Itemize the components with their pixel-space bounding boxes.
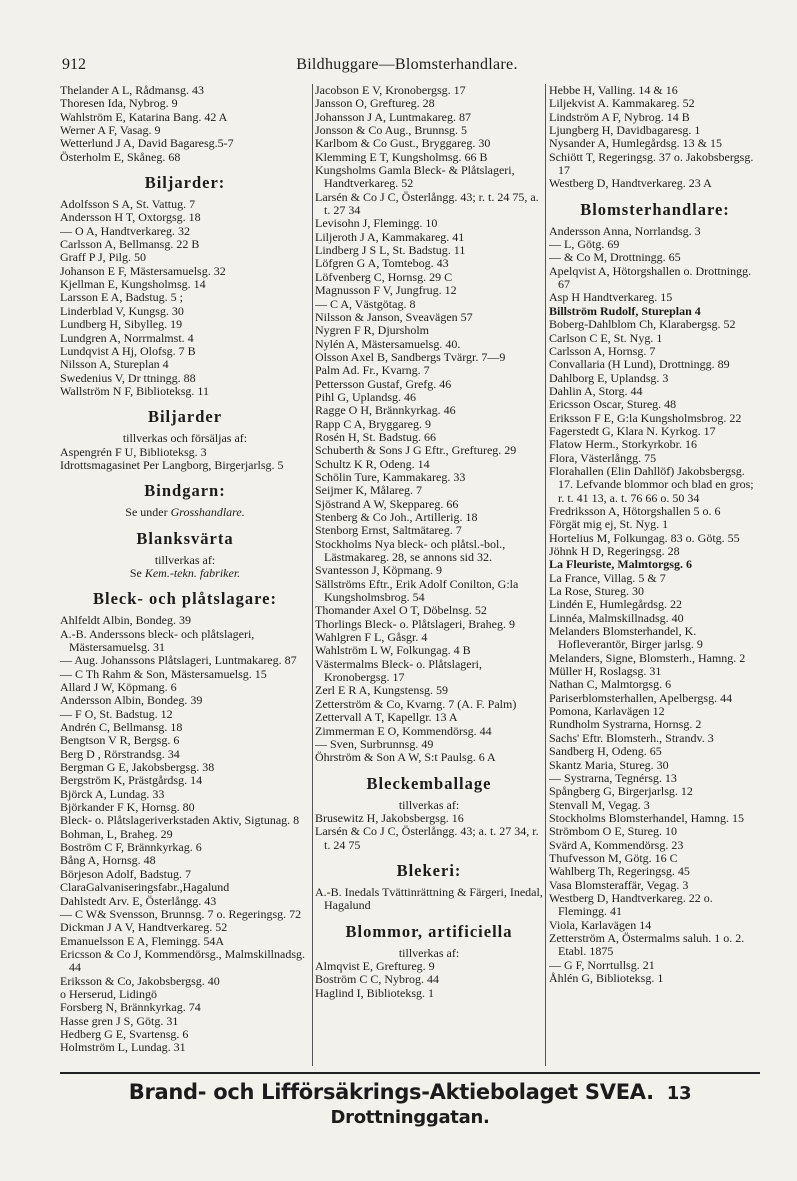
directory-entry: Pettersson Gustaf, Grefg. 46 xyxy=(315,376,452,391)
directory-entry: Eriksson & Co, Jakobsbergsg. 40 xyxy=(60,973,220,988)
column-3 xyxy=(549,84,761,1066)
directory-entry: Åhlén G, Biblioteksg. 1 xyxy=(549,971,664,985)
section-note xyxy=(60,506,310,519)
directory-entry: Dahlborg E, Uplandsg. 3 xyxy=(549,370,669,385)
footer-advert xyxy=(60,1072,760,1128)
directory-entry: Stenborg Ernst, Saltmätareg. 7 xyxy=(315,523,462,538)
directory-entry: Convallaria (H Lund), Drottningg. 89 xyxy=(549,357,730,372)
directory-entry: Västermalms Bleck- o. Plåtslageri, Kronobergsg. 17 xyxy=(315,656,482,685)
directory-entry: — C W& Svensson, Brunnsg. 7 o. Regeringsg. 72 xyxy=(60,906,302,921)
directory-entry: Lindén E, Humlegårdsg. 22 xyxy=(549,597,682,612)
directory-entry: o Herserud, Lidingö xyxy=(60,986,157,1001)
directory-entry: Asp H Handtverkareg. 15 xyxy=(549,290,673,305)
directory-entry: Liljeroth J A, Kammakareg. 41 xyxy=(315,229,465,244)
directory-entry: Bergman G E, Jakobsbergsg. 38 xyxy=(60,760,215,775)
directory-entry: Levisohn J, Flemingg. 10 xyxy=(315,216,438,231)
directory-entry: La Fleuriste, Malmtorgsg. 6 xyxy=(549,557,692,572)
directory-entry: Adolfsson S A, St. Vattug. 7 xyxy=(60,197,196,212)
directory-entry: Haglind I, Biblioteksg. 1 xyxy=(315,985,434,1000)
directory-entry: Stenberg & Co Joh., Artillerig. 18 xyxy=(315,510,478,524)
page-number: 912 xyxy=(62,56,86,73)
directory-entry: Bohman, L, Braheg. 29 xyxy=(60,826,173,841)
directory-entry: Allard J W, Köpmang. 6 xyxy=(60,680,177,694)
directory-entry: Stockholms Blomsterhandel, Hamng. 15 xyxy=(549,810,744,825)
directory-entry: Svantesson J, Köpmang. 9 xyxy=(315,563,442,578)
directory-entry: Klemming E T, Kungsholmsg. 66 B xyxy=(315,149,488,164)
section-note-text: tillverkas af: xyxy=(398,797,460,812)
directory-entry: — & Co M, Drottningg. 65 xyxy=(549,250,681,265)
directory-entry: Nilsson A, Stureplan 4 xyxy=(60,357,169,372)
directory-entry: Apelqvist A, Hötorgshallen o. Drottningg. 67 xyxy=(549,263,752,292)
directory-entry: Berg D , Rörstrandsg. 34 xyxy=(60,746,180,761)
directory-entry: Melanders Blomsterhandel, K. Hofleverantör, Birger jarlsg. 9 xyxy=(549,624,703,652)
directory-entry: Ericsson Oscar, Stureg. 48 xyxy=(549,397,677,412)
section-heading: Blanksvärta xyxy=(136,528,234,548)
directory-entry: A.-B. Inedals Tvättinrättning & Färgeri, Inedal, Hagalund xyxy=(315,884,543,913)
section-heading: Bleck- och plåtslagare: xyxy=(92,589,277,609)
directory-entry: Rundholm Systrarna, Hornsg. 2 xyxy=(549,717,702,732)
directory-entry: Börjeson Adolf, Badstug. 7 xyxy=(60,866,191,881)
directory-entry: Jansson O, Greftureg. 28 xyxy=(315,96,435,111)
directory-entry: Andrén C, Bellmansg. 18 xyxy=(60,720,183,735)
footer-advert-address: 13 Drottninggatan. xyxy=(330,1083,692,1128)
directory-entry: ClaraGalvaniseringsfabr.,Hagalund xyxy=(60,880,230,895)
section-note xyxy=(315,799,543,812)
directory-entry: Pomona, Karlavägen 12 xyxy=(549,704,665,719)
directory-entry: Löfgren G A, Tomtebog. 43 xyxy=(315,256,449,271)
directory-entry: Svärd A, Kommendörsg. 23 xyxy=(549,837,684,852)
directory-entry: Wahlgren F L, Gåsgr. 4 xyxy=(315,630,428,645)
directory-entry: Stockholms Nya bleck- och plåtsl.-bol., Lästmakareg. 28, se annons sid 32. xyxy=(315,536,506,565)
directory-entry: Kungsholms Gamla Bleck- & Plåtslageri, Handtverkareg. 52 xyxy=(315,163,515,191)
directory-entry: Nysander A, Humlegårdsg. 13 & 15 xyxy=(549,136,722,151)
page-header xyxy=(62,56,752,80)
section-note xyxy=(315,947,543,960)
directory-entry: Boberg-Dahlblom Ch, Klarabergsg. 52 xyxy=(549,317,736,332)
directory-entry: Boström C F, Brännkyrkag. 6 xyxy=(60,840,202,855)
directory-entry: Graff P J, Pilg. 50 xyxy=(60,250,147,265)
directory-entry: — Aug. Johanssons Plåtslageri, Luntmakareg. 87 xyxy=(60,653,297,668)
section-note-text: tillverkas af: xyxy=(154,552,216,567)
directory-entry: Bång A, Hornsg. 48 xyxy=(60,853,156,868)
directory-entry: Wahlström L W, Folkungag. 4 B xyxy=(315,643,471,658)
section-heading: Blomsterhandlare: xyxy=(580,199,730,219)
directory-entry: Billström Rudolf, Stureplan 4 xyxy=(549,303,701,318)
section-note-text: tillverkas af: xyxy=(398,945,460,960)
directory-entry: Ragge O H, Brännkyrkag. 46 xyxy=(315,403,456,418)
directory-entry: Carlsson A, Bellmansg. 22 B xyxy=(60,237,200,252)
directory-entry: Flora, Västerlångg. 75 xyxy=(549,450,657,465)
directory-entry: Ljungberg H, Davidbagaresg. 1 xyxy=(549,123,701,138)
directory-entry: Thelander A L, Rådmansg. 43 xyxy=(60,84,204,97)
directory-entry: Schultz K R, Odeng. 14 xyxy=(315,456,430,471)
directory-entry: Ericsson & Co J, Kommendörsg., Malmskillnadsg. 44 xyxy=(60,946,305,975)
directory-entry: Liljekvist A. Kammakareg. 52 xyxy=(549,96,695,111)
directory-entry: Thufvesson M, Götg. 16 C xyxy=(549,850,678,865)
directory-entry: Fagerstedt G, Klara N. Kyrkog. 17 xyxy=(549,423,716,438)
section-note-text: tillverkas och försäljas af: xyxy=(122,431,248,446)
directory-entry: Magnusson F V, Jungfrug. 12 xyxy=(315,283,457,298)
directory-entry: Zerl E R A, Kungstensg. 59 xyxy=(315,683,448,698)
section-note-ref: Kem.-tekn. fabriker. xyxy=(144,565,241,580)
directory-entry: Thoresen Ida, Nybrog. 9 xyxy=(60,96,178,111)
directory-entry: Lundgren A, Norrmalmst. 4 xyxy=(60,330,194,345)
directory-entry: Spångberg G, Birgerjarlsg. 12 xyxy=(549,784,693,799)
section-note xyxy=(60,432,310,445)
section-note-text: Se under xyxy=(125,505,168,520)
section-note-text: Se xyxy=(129,565,142,580)
directory-entry: Hebbe H, Valling. 14 & 16 xyxy=(549,84,678,97)
directory-entry: Melanders, Signe, Blomsterh., Hamng. 2 xyxy=(549,650,746,665)
directory-entry: Ahlfeldt Albin, Bondeg. 39 xyxy=(60,613,191,628)
directory-entry: Pariserblomsterhallen, Apelbergsg. 44 xyxy=(549,690,733,705)
directory-entry: — G F, Norrtullsg. 21 xyxy=(549,957,655,972)
directory-entry: Andersson Albin, Bondeg. 39 xyxy=(60,693,203,708)
directory-entry: Strömbom O E, Stureg. 10 xyxy=(549,824,677,839)
section-note-ref: Grosshandlare. xyxy=(170,505,245,520)
directory-entry: Stenvall M, Vegag. 3 xyxy=(549,797,650,812)
section-heading: Biljarder xyxy=(147,407,223,427)
directory-entry: Flatow Herm., Storkyrkobr. 16 xyxy=(549,437,697,452)
footer-advert-text: Brand- och Lifförsäkrings-Aktiebolaget SVEA. xyxy=(128,1080,654,1104)
directory-entry: Dahlin A, Storg. 44 xyxy=(549,383,643,398)
directory-entry: Bengtson V R, Bergsg. 6 xyxy=(60,733,180,748)
section-heading: Blommor, artificiella xyxy=(345,921,513,941)
column-2 xyxy=(315,84,543,1066)
column-divider xyxy=(312,84,313,1066)
directory-entry: Carlson C E, St. Nyg. 1 xyxy=(549,330,663,345)
directory-entry: Idrottsmagasinet Per Langborg, Birgerjarlsg. 5 xyxy=(60,457,284,472)
directory-entry: Sachs' Eftr. Blomsterh., Strandv. 3 xyxy=(549,730,714,745)
section-heading: Bindgarn: xyxy=(144,481,226,501)
directory-entry: Sällströms Eftr., Erik Adolf Conilton, G:la Kungsholmsbrog. 54 xyxy=(315,576,519,605)
directory-entry: Sjöstrand A W, Skeppareg. 66 xyxy=(315,496,459,511)
directory-entry: Rosén H, St. Badstug. 66 xyxy=(315,429,437,444)
directory-entry: Carlsson A, Hornsg. 7 xyxy=(549,343,656,358)
directory-entry: Zimmerman E O, Kommendörsg. 44 xyxy=(315,723,492,738)
directory-entry: Rapp C A, Bryggareg. 9 xyxy=(315,416,431,431)
directory-entry: Wetterlund J A, David Bagaresg.5-7 xyxy=(60,136,234,151)
directory-entry: — F O, St. Badstug. 12 xyxy=(60,706,173,721)
directory-entry: Andersson H T, Oxtorgsg. 18 xyxy=(60,210,201,225)
directory-entry: Holmström L, Lundag. 31 xyxy=(60,1040,186,1055)
directory-entry: Viola, Karlavägen 14 xyxy=(549,917,652,932)
directory-entry: Zetterström & Co, Kvarng. 7 (A. F. Palm) xyxy=(315,696,517,711)
directory-entry: Boström C C, Nybrog. 44 xyxy=(315,972,440,987)
directory-entry: Aspengrén F U, Biblioteksg. 3 xyxy=(60,444,207,459)
directory-entry: Schuberth & Sons J G Eftr., Greftureg. 29 xyxy=(315,443,517,458)
directory-entry: Pihl G, Uplandsg. 46 xyxy=(315,389,417,404)
directory-entry: — O A, Handtverkareg. 32 xyxy=(60,223,190,238)
directory-entry: La Rose, Stureg. 30 xyxy=(549,584,644,599)
directory-entry: Palm Ad. Fr., Kvarng. 7 xyxy=(315,363,430,378)
directory-entry: Lindström A F, Nybrog. 14 B xyxy=(549,109,690,124)
directory-entry: Karlbom & Co Gust., Bryggareg. 30 xyxy=(315,136,491,151)
directory-entry: La France, Villag. 5 & 7 xyxy=(549,570,666,585)
columns xyxy=(60,84,760,1066)
directory-entry: — Systrarna, Tegnérsg. 13 xyxy=(549,770,677,785)
directory-entry: Österholm E, Skåneg. 68 xyxy=(60,149,181,164)
directory-entry: Vasa Blomsteraffär, Vegag. 3 xyxy=(549,877,689,892)
directory-entry: Björkander F K, Hornsg. 80 xyxy=(60,800,195,815)
directory-entry: Eriksson F E, G:la Kungsholmsbrog. 22 xyxy=(549,410,742,425)
directory-entry: Linderblad V, Kungsg. 30 xyxy=(60,303,184,318)
directory-entry: — L, Götg. 69 xyxy=(549,237,620,252)
directory-entry: Jöhnk H D, Regeringsg. 28 xyxy=(549,544,680,558)
directory-entry: Schiött T, Regeringsg. 37 o. Jakobsbergsg. 17 xyxy=(549,149,754,178)
column-1 xyxy=(60,84,310,1066)
column-divider xyxy=(545,84,546,1066)
directory-entry: Hortelius M, Folkungag. 83 o. Götg. 55 xyxy=(549,530,740,545)
directory-entry: Brusewitz H, Jakobsbergsg. 16 xyxy=(315,810,464,825)
section-heading: Blekeri: xyxy=(396,860,462,880)
directory-entry: — Sven, Surbrunnsg. 49 xyxy=(315,736,434,751)
directory-entry: Emanuelsson E A, Flemingg. 54A xyxy=(60,933,224,948)
directory-entry: Lindberg J S L, St. Badstug. 11 xyxy=(315,243,466,258)
directory-entry: Thorlings Bleck- o. Plåtslageri, Braheg. 9 xyxy=(315,616,515,631)
section-note xyxy=(60,567,310,580)
directory-entry: Kjellman E, Kungsholmsg. 14 xyxy=(60,277,206,292)
directory-entry: Dickman J A V, Handtverkareg. 52 xyxy=(60,920,228,935)
directory-entry: Larsén & Co J C, Österlångg. 43; a. t. 27 34, r. t. 24 75 xyxy=(315,824,539,852)
directory-entry: Skantz Maria, Stureg. 30 xyxy=(549,757,669,772)
directory-entry: Zetterström A, Östermalms saluh. 1 o. 2. Etabl. 1875 xyxy=(549,930,745,959)
directory-entry: Nylén A, Mästersamuelsg. 40. xyxy=(315,336,461,351)
directory-entry: Forsberg N, Brännkyrkag. 74 xyxy=(60,1000,201,1015)
directory-entry: Schölin Ture, Kammakareg. 33 xyxy=(315,469,466,484)
directory-entry: Westberg D, Handtverkareg. 23 A xyxy=(549,176,712,191)
directory-entry: Olsson Axel B, Sandbergs Tvärgr. 7—9 xyxy=(315,349,506,364)
directory-entry: Seijmer K, Målareg. 7 xyxy=(315,483,422,498)
directory-entry: Linnéa, Malmskillnadsg. 40 xyxy=(549,610,684,625)
directory-entry: Nilsson & Janson, Sveavägen 57 xyxy=(315,309,473,324)
directory-entry: Bergström K, Prästgårdsg. 14 xyxy=(60,773,203,788)
directory-entry: Nygren F R, Djursholm xyxy=(315,323,429,338)
directory-entry: Almqvist E, Greftureg. 9 xyxy=(315,958,435,973)
directory-entry: — C Th Rahm & Son, Mästersamuelsg. 15 xyxy=(60,666,267,681)
directory-entry: Thomander Axel O T, Döbelnsg. 52 xyxy=(315,603,487,618)
directory-entry: Sandberg H, Odeng. 65 xyxy=(549,744,662,759)
directory-entry: Nathan C, Malmtorgsg. 6 xyxy=(549,677,672,692)
directory-entry: Johanson E F, Mästersamuelsg. 32 xyxy=(60,263,226,278)
directory-entry: Wahlberg Th, Regeringsg. 45 xyxy=(549,864,690,879)
directory-entry: Florahallen (Elin Dahllöf) Jakobsbergsg. 17. Lefvande blommor och blad en gros; r. t. 41 13, a. t. 76 66 o. 50 34 xyxy=(549,463,754,505)
directory-entry: Johansson J A, Luntmakareg. 87 xyxy=(315,109,471,124)
directory-entry: Jacobson E V, Kronobergsg. 17 xyxy=(315,84,466,97)
section-heading: Bleckemballage xyxy=(366,773,492,793)
directory-entry: — C A, Västgötag. 8 xyxy=(315,296,416,311)
directory-entry: Björck A, Lundag. 33 xyxy=(60,786,165,801)
section-heading: Biljarder: xyxy=(144,173,226,193)
directory-entry: Jonsson & Co Aug., Brunnsg. 5 xyxy=(315,123,468,138)
directory-entry: Wallström N F, Biblioteksg. 11 xyxy=(60,383,209,398)
directory-entry: Andersson Anna, Norrlandsg. 3 xyxy=(549,223,701,238)
directory-entry: Lundqvist A Hj, Olofsg. 7 B xyxy=(60,343,196,358)
directory-entry: Hedberg G E, Svartensg. 6 xyxy=(60,1026,189,1041)
directory-entry: Werner A F, Vasag. 9 xyxy=(60,123,161,138)
directory-entry: A.-B. Anderssons bleck- och plåtslageri, Mästersamuelsg. 31 xyxy=(60,626,255,654)
directory-entry: Westberg D, Handtverkareg. 22 o. Flemingg. 41 xyxy=(549,890,713,919)
directory-entry: Wahlström E, Katarina Bang. 42 A xyxy=(60,109,228,124)
directory-entry: Lundberg H, Sibylleg. 19 xyxy=(60,317,183,332)
directory-entry: Bleck- o. Plåtslageriverkstaden Aktiv, Sigtunag. 8 xyxy=(60,813,300,828)
directory-entry: Larsson E A, Badstug. 5 ; xyxy=(60,290,183,305)
section-note xyxy=(60,554,310,567)
directory-entry: Müller H, Roslagsg. 31 xyxy=(549,664,662,679)
directory-entry: Zettervall A T, Kapellgr. 13 A xyxy=(315,710,458,725)
page-title: Bildhuggare—Blomsterhandlare. xyxy=(296,56,518,73)
directory-entry: Hasse gren J S, Götg. 31 xyxy=(60,1013,179,1028)
directory-entry: Löfvenberg C, Hornsg. 29 C xyxy=(315,269,453,284)
directory-entry: Fredriksson A, Hötorgshallen 5 o. 6 xyxy=(549,503,721,518)
directory-entry: Swedenius V, Dr ttningg. 88 xyxy=(60,370,196,385)
directory-entry: Öhrström & Son A W, S:t Paulsg. 6 A xyxy=(315,750,496,765)
directory-entry: Dahlstedt Arv. E, Österlångg. 43 xyxy=(60,893,217,908)
directory-entry: Larsén & Co J C, Österlångg. 43; r. t. 24 75, a. t. 27 34 xyxy=(315,189,539,218)
directory-entry: Förgät mig ej, St. Nyg. 1 xyxy=(549,517,669,532)
